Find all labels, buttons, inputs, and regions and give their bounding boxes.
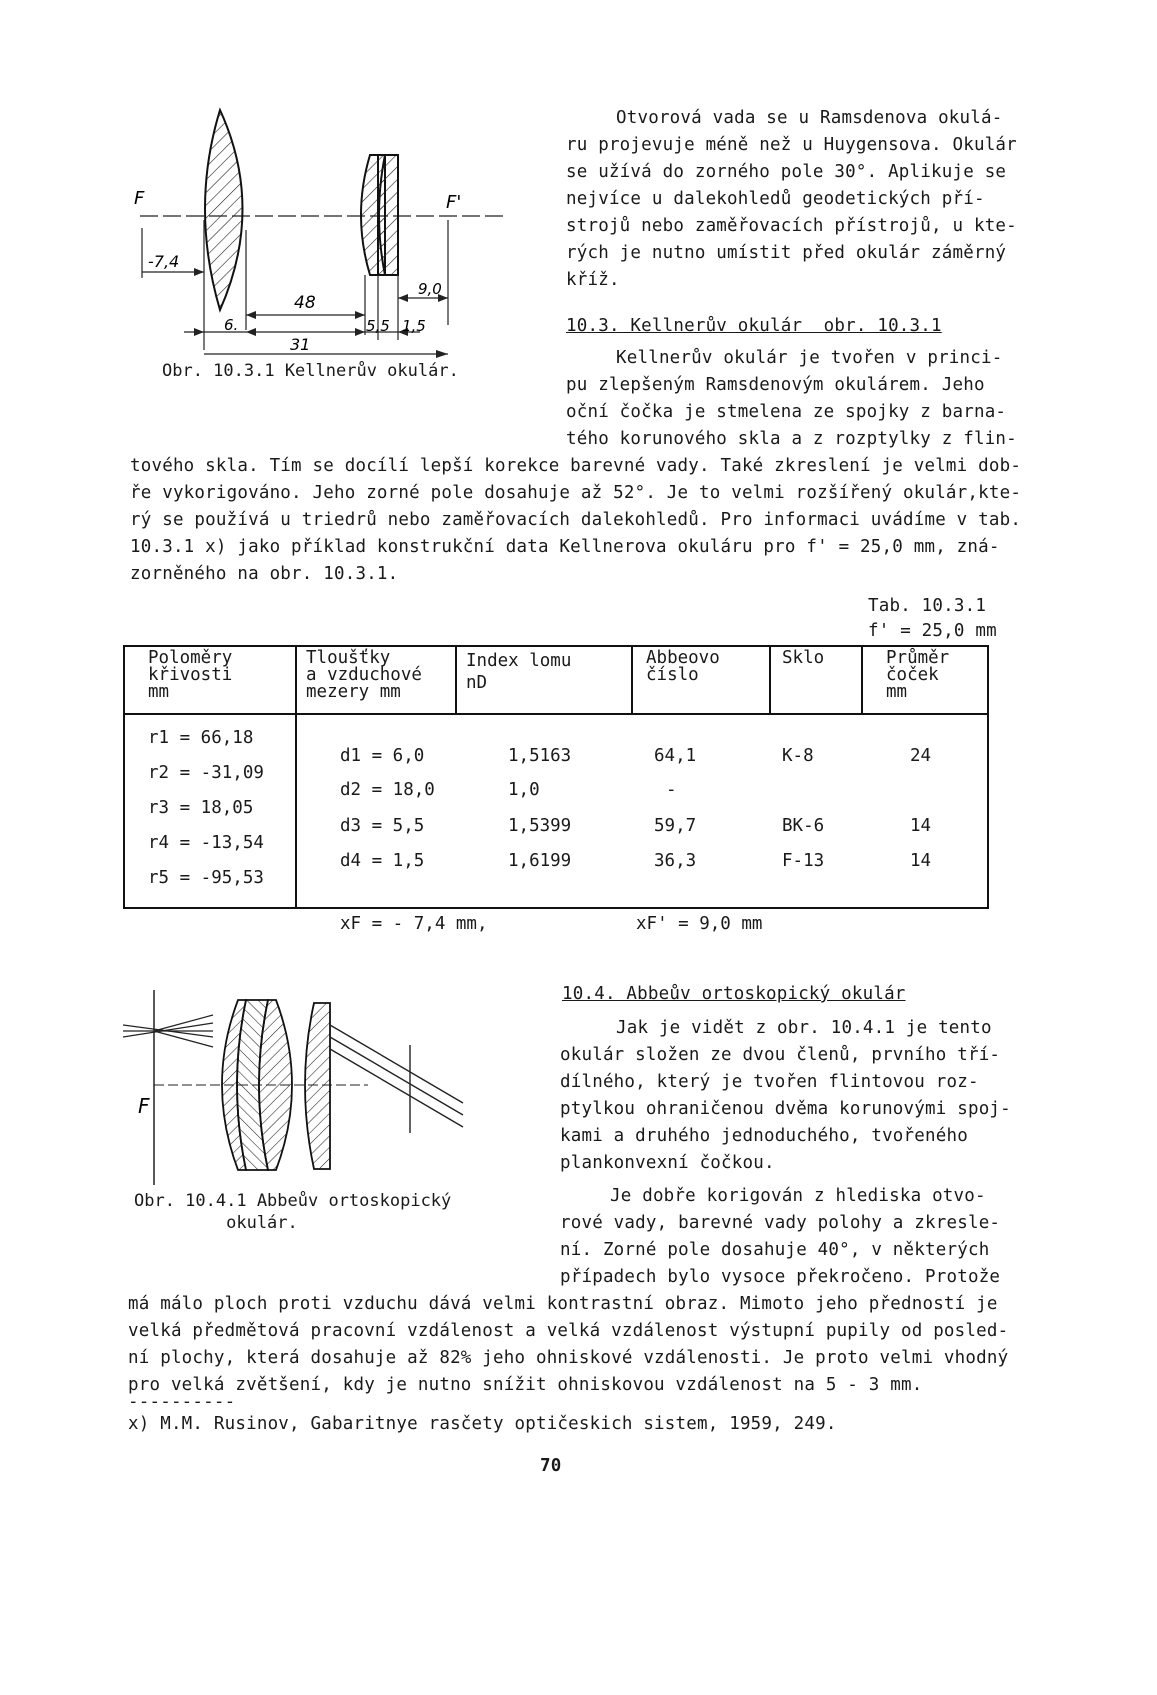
index-4: 1,6199 xyxy=(508,851,572,871)
radius-r1: r1 = 66,18 xyxy=(148,728,254,748)
para1-line-3: se užívá do zorného pole 30°. Aplikuje se xyxy=(566,162,1007,182)
para2-line-2: pu zlepšeným Ramsdenovým okulárem. Jeho xyxy=(566,375,985,395)
footnote: x) M.M. Rusinov, Gabaritnye rasčety optičeskich sistem, 1959, 249. xyxy=(128,1414,837,1434)
th-index: Index lomu nD xyxy=(466,651,572,693)
th-radii: Poloměry křivosti mm xyxy=(148,648,233,702)
footnote-rule: ---------- xyxy=(128,1392,236,1412)
th-abbe: Abbeovo číslo xyxy=(646,648,720,685)
para2-full-line-1: tového skla. Tím se docílí lepší korekce barevné vady. Také zkreslení je velmi dob- xyxy=(130,456,1022,476)
eye-lens-flint xyxy=(379,155,398,275)
para4-line-3: ní. Zorné pole dosahuje 40°, v některých xyxy=(560,1240,990,1260)
para4-line-2: rové vady, barevné vady polohy a zkresle- xyxy=(560,1213,1001,1233)
label-F-prime: F' xyxy=(446,192,462,213)
index-2: 1,0 xyxy=(508,780,540,800)
label-9-0: 9,0 xyxy=(418,280,442,298)
label-1-5: 1,5 xyxy=(402,317,426,335)
glass-1: K-8 xyxy=(782,746,814,766)
para4-full-line-2: velká předmětová pracovní vzdálenost a velká vzdálenost výstupní pupily od posled- xyxy=(128,1321,1009,1341)
th-diameter: Průměr čoček mm xyxy=(886,648,950,702)
label-5-5: 5,5 xyxy=(366,317,390,335)
fig1-caption: Obr. 10.3.1 Kellnerův okulár. xyxy=(162,361,459,381)
para3-line-5: kami a druhého jednoduchého, tvořeného xyxy=(560,1126,968,1146)
plano-convex-lens xyxy=(305,1003,330,1169)
figure-abbe-eyepiece xyxy=(118,985,478,1195)
table-focal: f' = 25,0 mm xyxy=(868,621,997,641)
para2-line-3: oční čočka je stmelena ze spojky z barna- xyxy=(566,402,1007,422)
radius-r4: r4 = -13,54 xyxy=(148,833,264,853)
para4-full-line-3: ní plochy, která dosahuje až 82% jeho ohniskové vzdálenosti. Je proto velmi vhodný xyxy=(128,1348,1009,1368)
para2-full-line-3: rý se používá u triedrů nebo zaměřovacích dalekohledů. Pro informaci uvádíme v tab. xyxy=(130,510,1022,530)
th-thickness: Tloušťky a vzduchové mezery mm xyxy=(306,648,422,702)
para1-line-2: ru projevuje méně než u Huygensova. Okulár xyxy=(566,135,1017,155)
label-31: 31 xyxy=(290,335,311,354)
label-minus-7-4: -7,4 xyxy=(148,252,180,271)
table-xf-prime: xF' = 9,0 mm xyxy=(636,914,763,934)
para1-line-7: kříž. xyxy=(566,270,620,290)
label-48: 48 xyxy=(294,293,316,313)
diam-1: 24 xyxy=(910,746,932,766)
para1-line-5: strojů nebo zaměřovacích přístrojů, u kte- xyxy=(566,216,1017,236)
table-title: Tab. 10.3.1 xyxy=(868,596,987,616)
diam-4: 14 xyxy=(910,851,932,871)
field-lens xyxy=(205,110,243,310)
para2-line-4: tého korunového skla a z rozptylky z flin- xyxy=(566,429,1017,449)
para4-full-line-1: má málo ploch proti vzduchu dává velmi kontrastní obraz. Mimoto jeho předností je xyxy=(128,1294,998,1314)
glass-3: BK-6 xyxy=(782,816,825,836)
index-3: 1,5399 xyxy=(508,816,572,836)
para4-full-line-4: pro velká zvětšení, kdy je nutno snížit ohniskovou vzdálenost na 5 - 3 mm. xyxy=(128,1375,923,1395)
para3-line-2: okulár složen ze dvou členů, prvního tří- xyxy=(560,1045,1001,1065)
para1-line-4: nejvíce u dalekohledů geodetických pří- xyxy=(566,189,985,209)
abbe-1: 64,1 xyxy=(654,746,697,766)
abbe-2: - xyxy=(666,780,677,800)
thickness-d4: d4 = 1,5 xyxy=(340,851,425,871)
para3-line-4: ptylkou ohraničenou dvěma korunovými spoj- xyxy=(560,1099,1011,1119)
para1-line-6: rých je nutno umístit před okulár záměrný xyxy=(566,243,1007,263)
para2-line-1: Kellnerův okulár je tvořen v princi- xyxy=(616,348,1003,368)
label-F: F xyxy=(134,188,145,209)
index-1: 1,5163 xyxy=(508,746,572,766)
fig2-label-F: F xyxy=(138,1094,150,1118)
para2-full-line-5: zorněného na obr. 10.3.1. xyxy=(130,564,399,584)
thickness-d2: d2 = 18,0 xyxy=(340,780,435,800)
radius-r3: r3 = 18,05 xyxy=(148,798,254,818)
para4-line-1: Je dobře korigován z hlediska otvo- xyxy=(610,1186,986,1206)
section-heading-kellner: 10.3. Kellnerův okulár obr. 10.3.1 xyxy=(566,316,942,336)
diam-3: 14 xyxy=(910,816,932,836)
para3-line-6: plankonvexní čočkou. xyxy=(560,1153,775,1173)
th-glass: Sklo xyxy=(782,648,825,668)
radius-r2: r2 = -31,09 xyxy=(148,763,264,783)
glass-4: F-13 xyxy=(782,851,825,871)
para2-full-line-4: 10.3.1 x) jako příklad konstrukční data Kellnerova okuláru pro f' = 25,0 mm, zná- xyxy=(130,537,1000,557)
para3-line-3: dílného, který je tvořen flintovou roz- xyxy=(560,1072,979,1092)
radius-r5: r5 = -95,53 xyxy=(148,868,264,888)
para2-full-line-2: ře vykorigováno. Jeho zorné pole dosahuje až 52°. Je to velmi rozšířený okulár,kte- xyxy=(130,483,1022,503)
para4-line-4: případech bylo vysoce překročeno. Protože xyxy=(560,1267,1001,1287)
table-xf: xF = - 7,4 mm, xyxy=(340,914,488,934)
figure-kellner-eyepiece xyxy=(120,100,520,390)
abbe-3: 59,7 xyxy=(654,816,697,836)
para1-line-1: Otvorová vada se u Ramsdenova okulá- xyxy=(616,108,1003,128)
label-6: 6. xyxy=(224,316,239,334)
section-heading-abbe: 10.4. Abbeův ortoskopický okulár xyxy=(562,984,906,1004)
page-number: 70 xyxy=(540,1456,562,1476)
fig2-caption: Obr. 10.4.1 Abbeův ortoskopický okulár. xyxy=(134,1191,452,1233)
thickness-d1: d1 = 6,0 xyxy=(340,746,425,766)
abbe-4: 36,3 xyxy=(654,851,697,871)
para3-line-1: Jak je vidět z obr. 10.4.1 je tento xyxy=(616,1018,992,1038)
thickness-d3: d3 = 5,5 xyxy=(340,816,425,836)
